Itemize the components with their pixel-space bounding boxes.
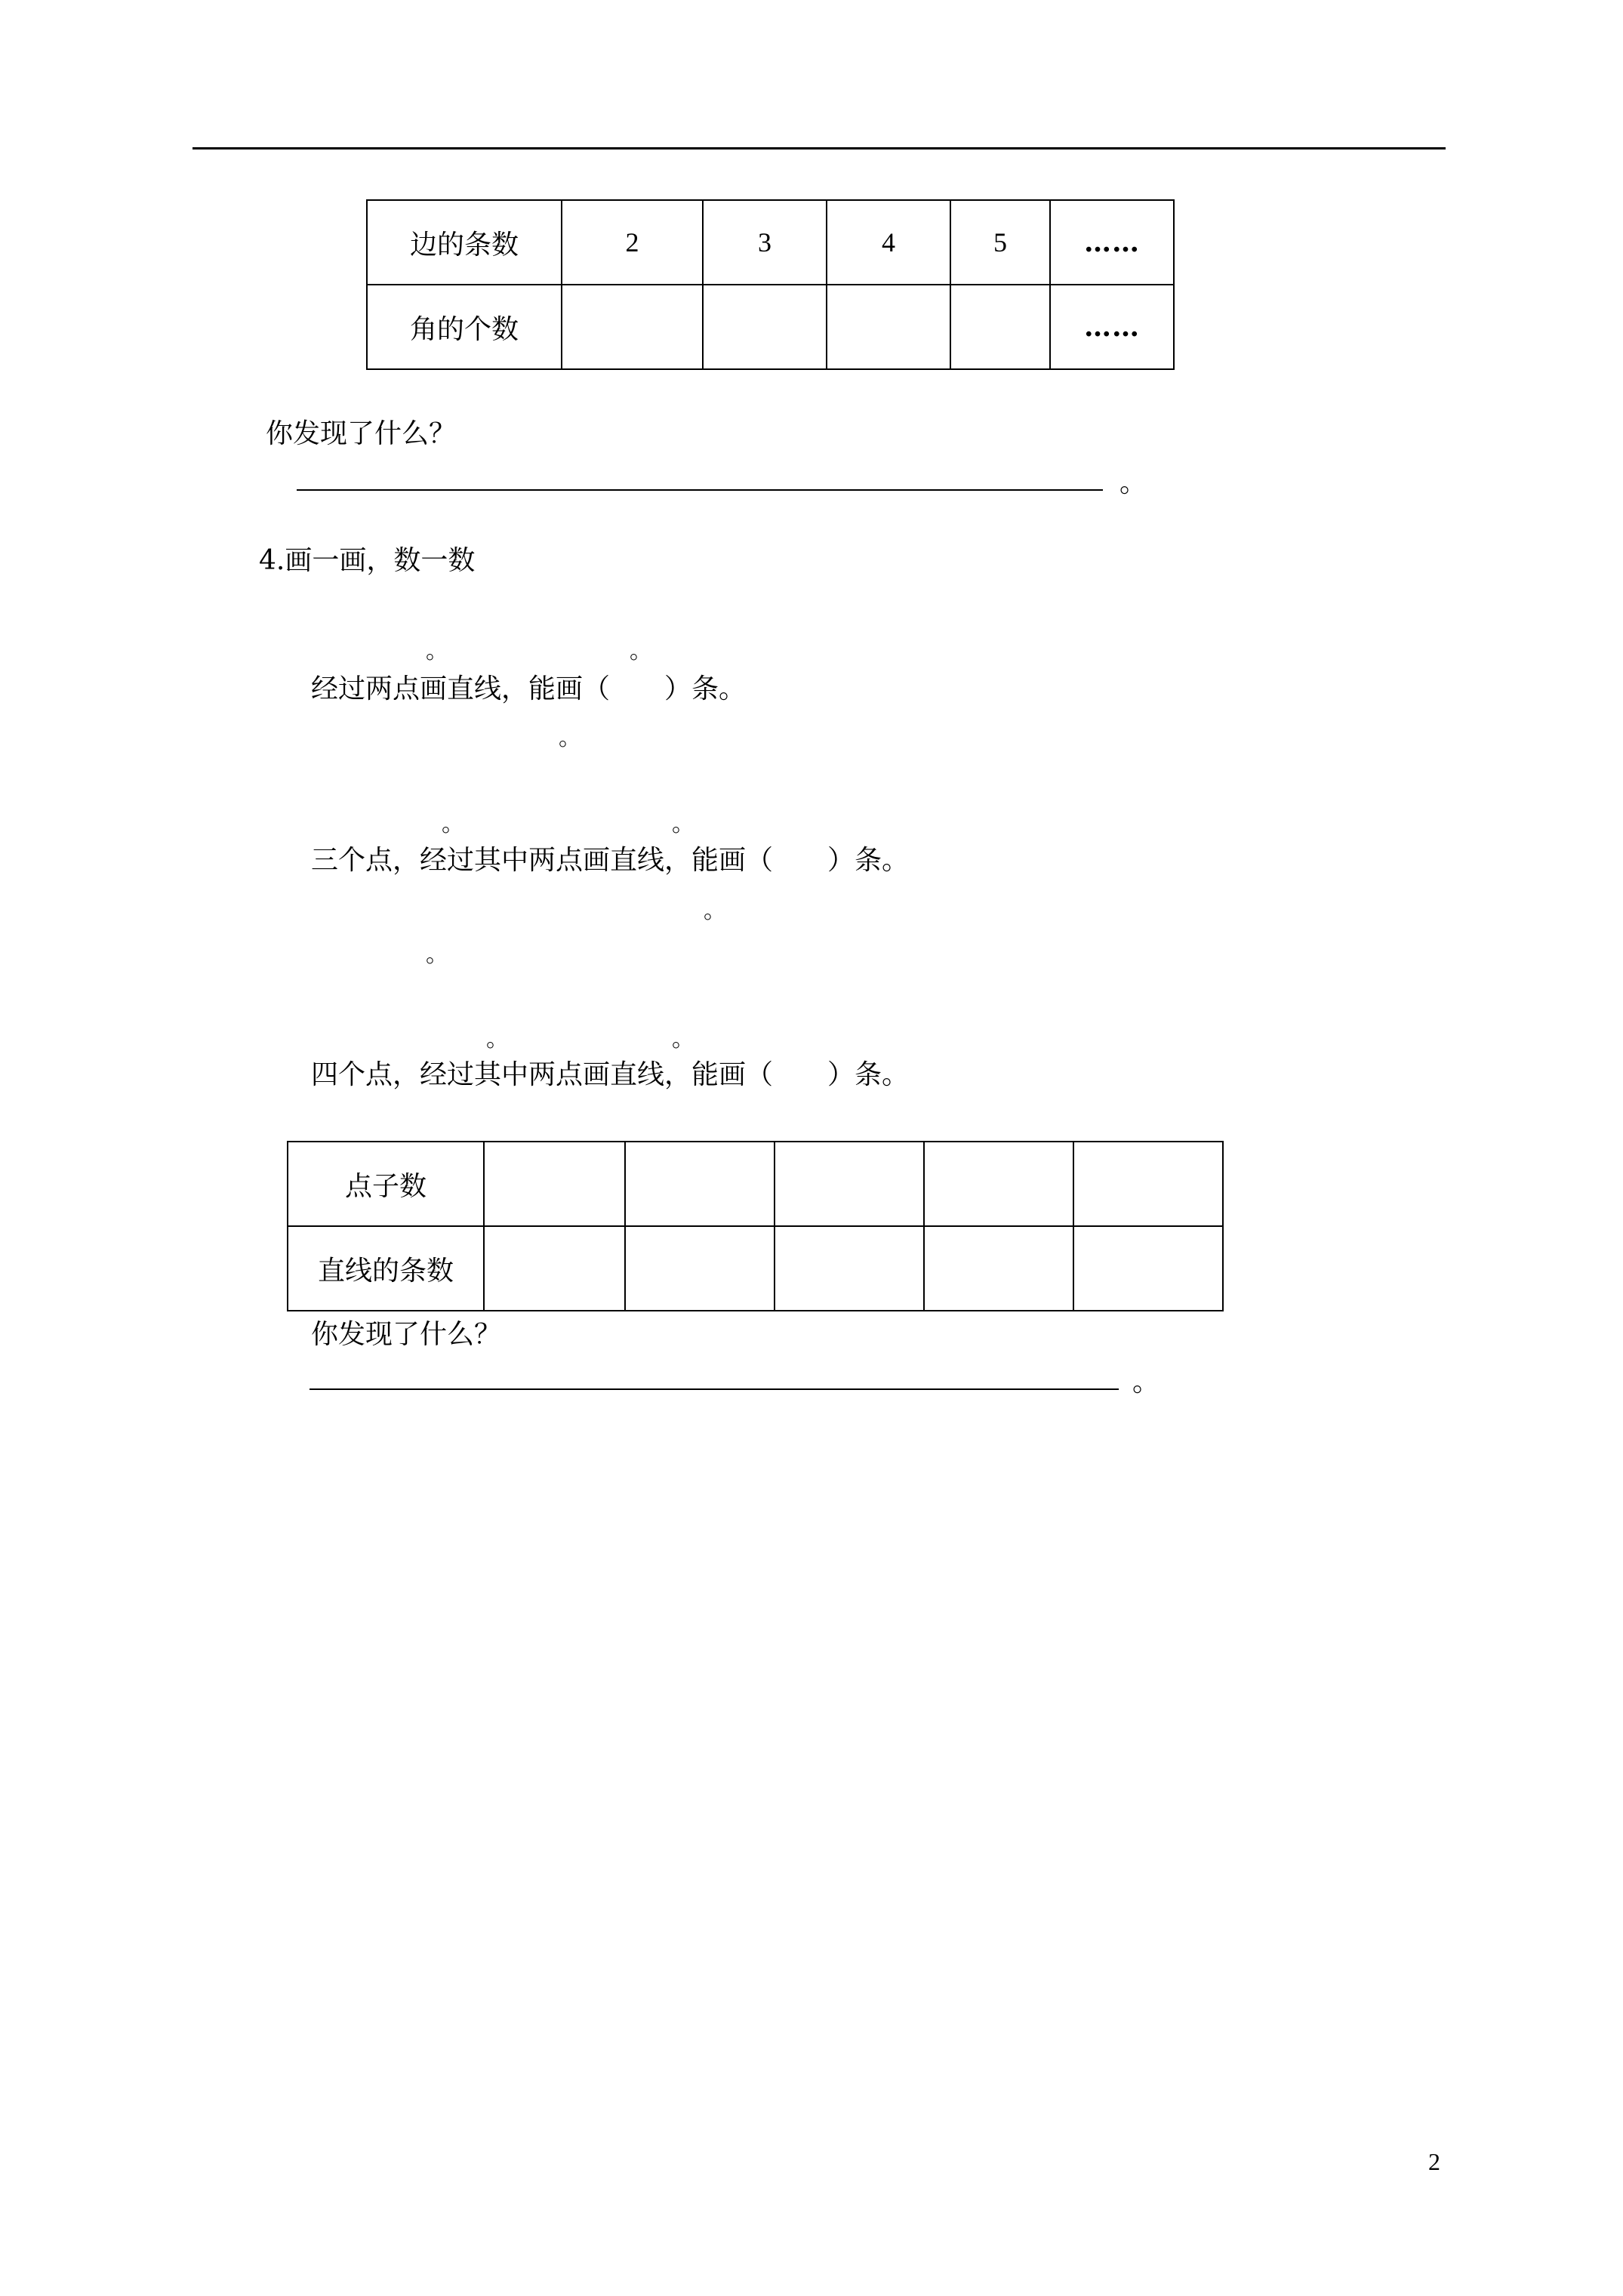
answer-cell[interactable] xyxy=(484,1226,625,1311)
table-row xyxy=(288,1142,1223,1226)
sides-angles-table xyxy=(366,199,1175,370)
answer-cell[interactable] xyxy=(703,285,827,369)
table-row xyxy=(367,200,1174,285)
header-rule xyxy=(192,147,1446,149)
answer-cell[interactable] xyxy=(1073,1226,1223,1311)
answer-line-2[interactable] xyxy=(310,1388,1119,1390)
page-number: 2 xyxy=(1428,2148,1440,2175)
question-4-title: 4.画一画，数一数 xyxy=(259,545,476,576)
answer-cell[interactable] xyxy=(1073,1142,1223,1226)
row-header-lines: 直线的条数 xyxy=(288,1226,484,1311)
point-dot: 。 xyxy=(442,811,464,837)
three-points-question: 三个点，经过其中两点画直线，能画（ ）条。 xyxy=(311,845,910,876)
table-row xyxy=(288,1226,1223,1311)
four-points-question: 四个点，经过其中两点画直线，能画（ ）条。 xyxy=(311,1059,910,1090)
table-cell: 3 xyxy=(703,200,827,285)
row-header-sides: 边的条数 xyxy=(367,200,562,285)
point-dot: 。 xyxy=(672,1026,694,1052)
answer-cell[interactable] xyxy=(924,1226,1073,1311)
answer-cell[interactable] xyxy=(775,1226,924,1311)
table-cell: 5 xyxy=(950,200,1050,285)
answer-line-1[interactable] xyxy=(297,489,1103,491)
answer-cell[interactable] xyxy=(484,1142,625,1226)
discovery-prompt-2: 你发现了什么？ xyxy=(311,1319,502,1350)
table-cell: 2 xyxy=(562,200,703,285)
discovery-prompt-1: 你发现了什么？ xyxy=(266,418,457,449)
point-dot: 。 xyxy=(486,1026,509,1052)
row-header-points: 点子数 xyxy=(288,1142,484,1226)
answer-cell[interactable] xyxy=(827,285,950,369)
answer-line-2-period: 。 xyxy=(1132,1367,1160,1398)
answer-cell[interactable] xyxy=(625,1142,775,1226)
point-dot: 。 xyxy=(426,942,448,968)
answer-cell[interactable] xyxy=(775,1142,924,1226)
point-dot: 。 xyxy=(426,638,448,664)
two-points-question: 经过两点画直线，能画（ ）条。 xyxy=(311,673,747,704)
table-cell-ellipsis: …… xyxy=(1050,200,1174,285)
point-dot: 。 xyxy=(559,725,581,751)
answer-cell[interactable] xyxy=(562,285,703,369)
row-header-angles: 角的个数 xyxy=(367,285,562,369)
table-cell-ellipsis: …… xyxy=(1050,285,1174,369)
table-cell: 4 xyxy=(827,200,950,285)
answer-cell[interactable] xyxy=(625,1226,775,1311)
point-dot: 。 xyxy=(672,811,694,837)
answer-cell[interactable] xyxy=(950,285,1050,369)
points-lines-table xyxy=(287,1141,1224,1311)
answer-cell[interactable] xyxy=(924,1142,1073,1226)
point-dot: 。 xyxy=(704,898,726,924)
point-dot: 。 xyxy=(630,638,652,664)
table-row xyxy=(367,285,1174,369)
answer-line-1-period: 。 xyxy=(1119,467,1147,498)
